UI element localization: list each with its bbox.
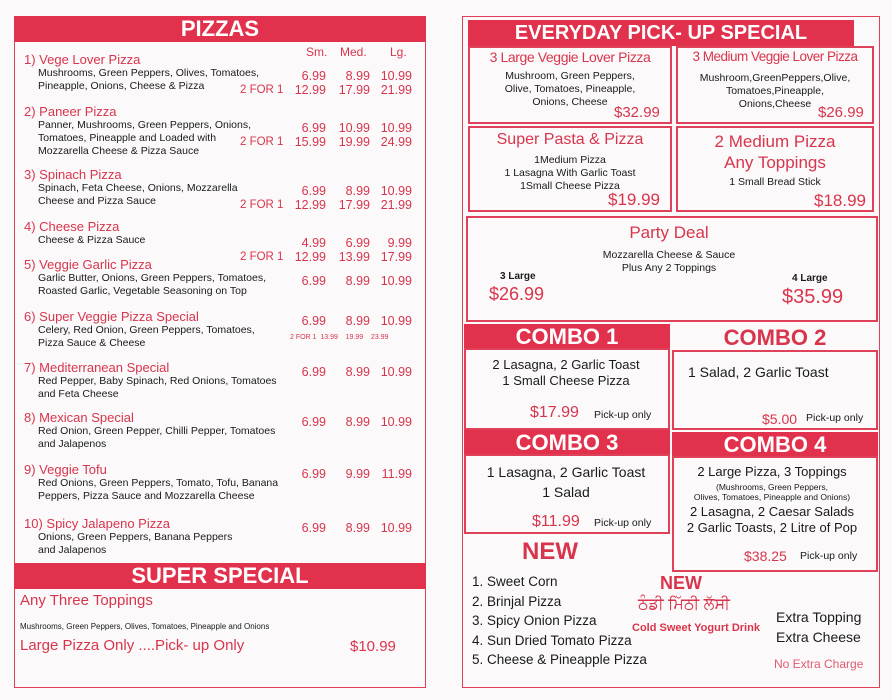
price-row1: 10.99 bbox=[380, 69, 412, 83]
extra-cheese: Extra Cheese bbox=[776, 629, 861, 645]
combo3-note: Pick-up only bbox=[594, 517, 652, 529]
combo1-price: $17.99 bbox=[530, 404, 579, 421]
combo3-price: $11.99 bbox=[532, 513, 580, 530]
price-row1: 6.99 bbox=[301, 365, 326, 379]
party-left-label: 3 Large bbox=[500, 271, 536, 282]
combo4-desc2: 2 Lasagna, 2 Caesar Salads 2 Garlic Toasts, 2 Litre of Pop bbox=[686, 504, 858, 535]
two-for-one-label: 2 FOR 1 bbox=[240, 136, 284, 148]
combo2-note: Pick-up only bbox=[806, 412, 864, 424]
price-row2: 12.99 bbox=[294, 198, 326, 212]
new-item: 1. Sweet Corn bbox=[472, 574, 558, 589]
two-for-one-label: 2 FOR 1 bbox=[240, 199, 284, 211]
price-row1: 4.99 bbox=[301, 236, 326, 250]
price-row2: 13.99 bbox=[338, 250, 370, 264]
deal1-title: 3 Large Veggie Lover Pizza bbox=[489, 49, 651, 65]
price-row2: 12.99 bbox=[294, 83, 326, 97]
new-item: 5. Cheese & Pineapple Pizza bbox=[472, 652, 647, 667]
drink-new-label: NEW bbox=[660, 573, 702, 593]
deal4-price: $18.99 bbox=[814, 191, 866, 210]
price-row1: 8.99 bbox=[345, 274, 370, 288]
drink-name: Cold Sweet Yogurt Drink bbox=[632, 622, 760, 634]
party-desc: Mozzarella Cheese & Sauce Plus Any 2 Toppings bbox=[602, 249, 736, 274]
price-row1: 6.99 bbox=[301, 521, 326, 535]
super-special-title: SUPER SPECIAL bbox=[14, 563, 426, 589]
price-row2: 17.99 bbox=[338, 198, 370, 212]
price-row2: 17.99 bbox=[380, 250, 412, 264]
combo1-desc: 2 Lasagna, 2 Garlic Toast 1 Small Cheese Pizza bbox=[492, 357, 640, 388]
price-row2: 19.99 bbox=[338, 135, 370, 149]
super-special-offer: Large Pizza Only ....Pick- up Only bbox=[20, 637, 245, 654]
header-lg: Lg. bbox=[390, 45, 407, 59]
party-right-label: 4 Large bbox=[792, 273, 828, 284]
pizza-desc: Red Onions, Green Peppers, Tomato, Tofu, Banana Peppers, Pizza Sauce and Mozzarella Cheese bbox=[38, 477, 279, 502]
price-row1: 8.99 bbox=[345, 365, 370, 379]
deal2-price: $26.99 bbox=[818, 104, 864, 121]
price-row1: 8.99 bbox=[345, 521, 370, 535]
price-row2-small: 2 FOR 1 13.99 19.99 23.99 bbox=[290, 334, 389, 341]
new-item: 2. Brinjal Pizza bbox=[472, 593, 562, 609]
price-row1: 10.99 bbox=[380, 121, 412, 135]
deal1-desc: Mushroom, Green Peppers, Olive, Tomatoes, Pineapple, Onions, Cheese bbox=[504, 70, 636, 108]
pizza-desc: Garlic Butter, Onions, Green Peppers, Tomatoes, Roasted Garlic, Vegetable Seasoning on Top bbox=[38, 272, 267, 297]
price-row2: 17.99 bbox=[338, 83, 370, 97]
pizza-name: 4) Cheese Pizza bbox=[24, 219, 120, 234]
price-row1: 9.99 bbox=[387, 236, 412, 250]
pizza-name: 2) Paneer Pizza bbox=[24, 104, 117, 119]
pizza-name: 6) Super Veggie Pizza Special bbox=[24, 309, 199, 324]
price-row1: 10.99 bbox=[380, 365, 412, 379]
price-row1: 6.99 bbox=[301, 121, 326, 135]
combo2-price: $5.00 bbox=[762, 411, 798, 427]
price-row1: 10.99 bbox=[380, 415, 412, 429]
new-item: 4. Sun Dried Tomato Pizza bbox=[472, 632, 632, 648]
pizzas-title: PIZZAS bbox=[14, 16, 426, 42]
pizza-desc: Panner, Mushrooms, Green Peppers, Onions, Tomatoes, Pineapple and Loaded with Mozzarella Cheese & Pizza Sauce bbox=[38, 119, 252, 157]
pizza-name: 10) Spicy Jalapeno Pizza bbox=[24, 516, 170, 531]
pickup-title: EVERYDAY PICK- UP SPECIAL bbox=[468, 20, 854, 46]
combo4-desc-small: (Mushrooms, Green Peppers, Olives, Tomatoes, Pineapple and Onions) bbox=[693, 482, 851, 502]
price-row1: 6.99 bbox=[301, 415, 326, 429]
extra-topping: Extra Topping bbox=[776, 609, 862, 625]
combo4-note: Pick-up only bbox=[800, 550, 858, 562]
combo3-title: COMBO 3 bbox=[464, 430, 670, 456]
pizza-desc: Onions, Green Peppers, Banana Peppers and Jalapenos bbox=[38, 531, 233, 556]
price-row1: 6.99 bbox=[301, 467, 326, 481]
price-row1: 9.99 bbox=[345, 467, 370, 481]
deal4-title: 2 Medium Pizza Any Toppings bbox=[714, 132, 836, 172]
deal2-desc: Mushroom,GreenPeppers,Olive, Tomatoes,Pineapple, Onions,Cheese bbox=[699, 72, 851, 110]
price-row1: 10.99 bbox=[380, 521, 412, 535]
price-row1: 11.99 bbox=[381, 467, 412, 481]
price-row1: 10.99 bbox=[380, 314, 412, 328]
super-special-price: $10.99 bbox=[350, 638, 396, 655]
price-row1: 8.99 bbox=[345, 314, 370, 328]
two-for-one-label: 2 FOR 1 bbox=[240, 84, 284, 96]
price-row1: 6.99 bbox=[301, 314, 326, 328]
price-row2: 21.99 bbox=[380, 198, 412, 212]
super-special-headline: Any Three Toppings bbox=[20, 592, 153, 609]
pizza-name: 1) Vege Lover Pizza bbox=[24, 52, 141, 67]
combo4-price: $38.25 bbox=[744, 548, 787, 564]
deal1-price: $32.99 bbox=[614, 104, 660, 121]
extra-note: No Extra Charge bbox=[774, 657, 864, 671]
price-row1: 6.99 bbox=[301, 274, 326, 288]
two-for-one-label: 2 FOR 1 bbox=[240, 251, 284, 263]
party-title: Party Deal bbox=[629, 223, 709, 242]
price-row2: 21.99 bbox=[380, 83, 412, 97]
header-sm: Sm. bbox=[306, 45, 328, 59]
price-row1: 8.99 bbox=[345, 69, 370, 83]
price-row1: 6.99 bbox=[301, 69, 326, 83]
pizza-name: 8) Mexican Special bbox=[24, 410, 134, 425]
pizza-desc: Red Onion, Green Pepper, Chilli Pepper, Tomatoes and Jalapenos bbox=[38, 425, 276, 450]
combo2-title: COMBO 2 bbox=[723, 325, 827, 350]
new-title: NEW bbox=[522, 538, 578, 565]
pizza-desc: Red Pepper, Baby Spinach, Red Onions, Tomatoes and Feta Cheese bbox=[38, 375, 277, 400]
party-left-price: $26.99 bbox=[489, 284, 545, 304]
price-row2: 15.99 bbox=[294, 135, 326, 149]
price-row1: 8.99 bbox=[345, 415, 370, 429]
header-med: Med. bbox=[340, 45, 367, 59]
deal4-desc: 1 Small Bread Stick bbox=[729, 176, 821, 188]
pizza-name: 9) Veggie Tofu bbox=[24, 462, 107, 477]
combo1-note: Pick-up only bbox=[594, 409, 652, 421]
pizza-desc: Mushrooms, Green Peppers, Olives, Tomatoes, Pineapple, Onions, Cheese & Pizza bbox=[38, 67, 259, 92]
deal3-title: Super Pasta & Pizza bbox=[496, 131, 644, 148]
price-row1: 6.99 bbox=[345, 236, 370, 250]
price-row2: 24.99 bbox=[380, 135, 412, 149]
deal2-title: 3 Medium Veggie Lover Pizza bbox=[692, 49, 858, 64]
deal3-price: $19.99 bbox=[608, 190, 660, 209]
price-row1: 8.99 bbox=[345, 184, 370, 198]
pizza-desc: Spinach, Feta Cheese, Onions, Mozzarella Cheese and Pizza Sauce bbox=[38, 182, 238, 207]
drink-punjabi: ਠੰਡੀ ਮਿੱਠੀ ਲੱਸੀ bbox=[638, 596, 730, 613]
price-row1: 6.99 bbox=[301, 184, 326, 198]
new-item: 3. Spicy Onion Pizza bbox=[472, 613, 597, 628]
pizza-desc: Celery, Red Onion, Green Peppers, Tomatoes, Pizza Sauce & Cheese bbox=[38, 324, 255, 349]
price-row1: 10.99 bbox=[380, 184, 412, 198]
party-right-price: $35.99 bbox=[782, 286, 844, 308]
price-row1: 10.99 bbox=[380, 274, 412, 288]
price-row1: 10.99 bbox=[338, 121, 370, 135]
pizza-name: 3) Spinach Pizza bbox=[24, 167, 122, 182]
combo1-title: COMBO 1 bbox=[464, 324, 670, 350]
deal3-desc: 1Medium Pizza 1 Lasagna With Garlic Toast 1Small Cheese Pizza bbox=[504, 154, 636, 192]
pizza-name: 7) Mediterranean Special bbox=[24, 360, 170, 375]
combo2-desc: 1 Salad, 2 Garlic Toast bbox=[688, 364, 829, 380]
super-special-toppings: Mushrooms, Green Peppers, Olives, Tomatoes, Pineapple and Onions bbox=[20, 622, 270, 631]
combo4-title: COMBO 4 bbox=[672, 432, 878, 458]
price-row2: 12.99 bbox=[294, 250, 326, 264]
pizza-desc: Cheese & Pizza Sauce bbox=[38, 234, 146, 246]
pizza-name: 5) Veggie Garlic Pizza bbox=[24, 257, 152, 272]
combo3-desc: 1 Lasagna, 2 Garlic Toast 1 Salad bbox=[486, 464, 646, 500]
combo4-desc: 2 Large Pizza, 3 Toppings bbox=[697, 464, 847, 479]
